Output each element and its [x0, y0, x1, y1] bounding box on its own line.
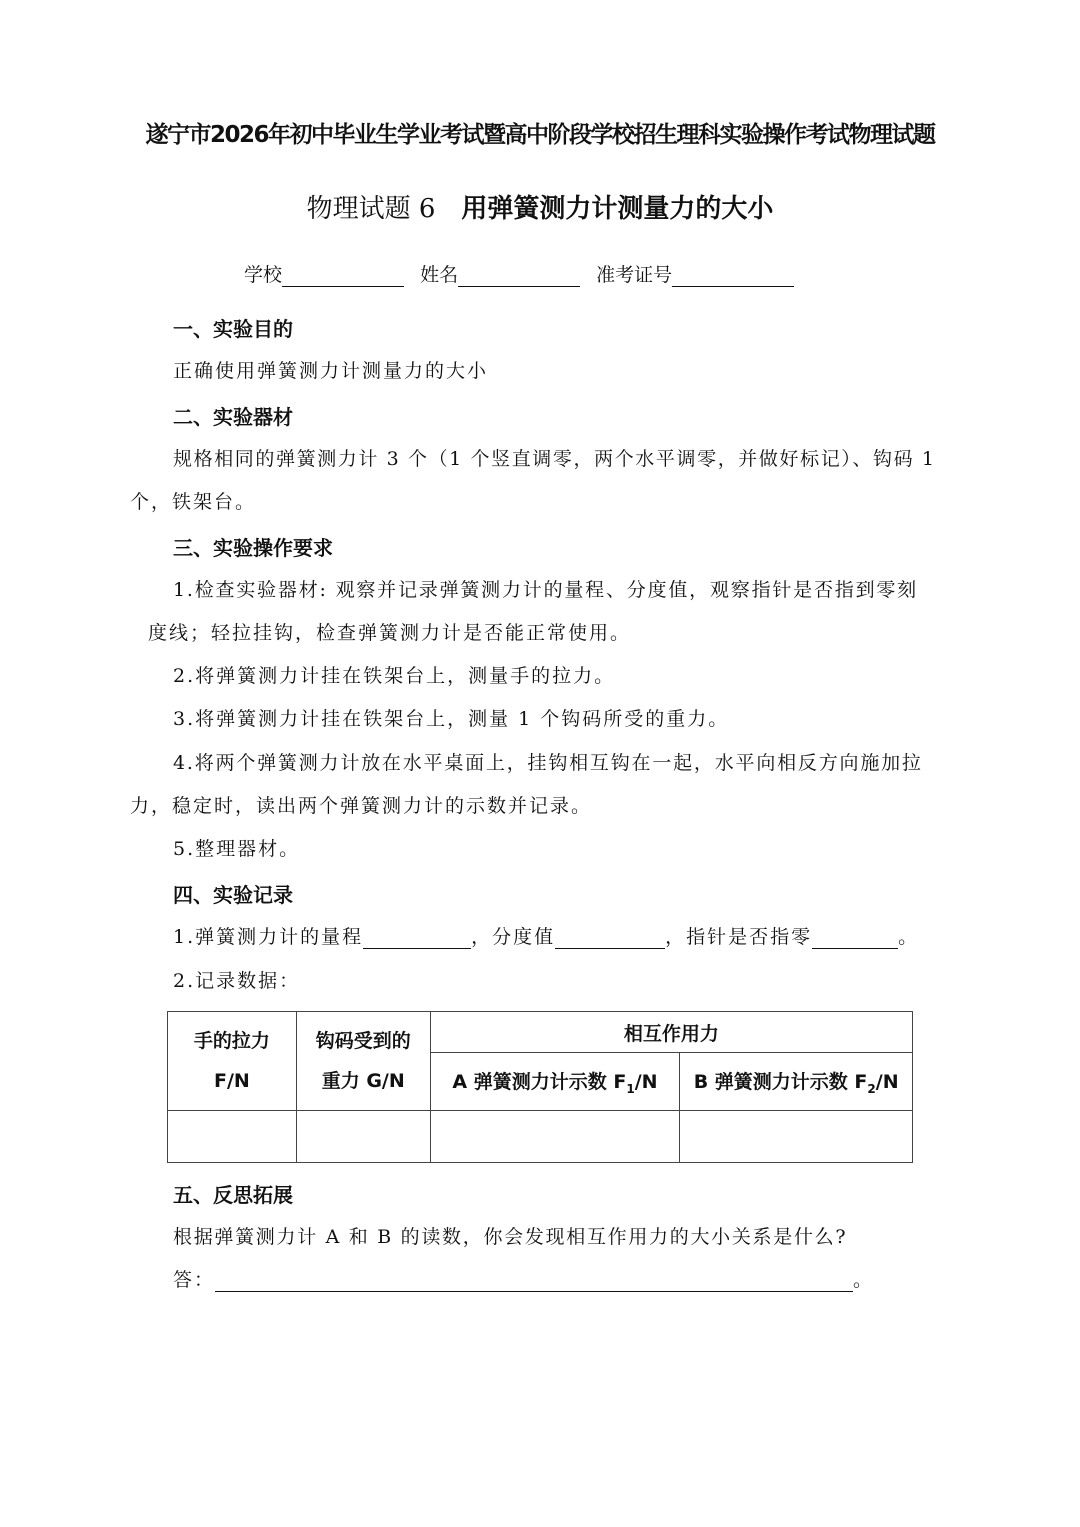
group-header-interaction-force: 相互作用力: [430, 1012, 912, 1053]
sub-title: 用弹簧测力计测量力的大小: [461, 194, 774, 224]
answer-line: [173, 1265, 874, 1292]
col-weight-line-2: 重力 G/N: [321, 1070, 405, 1092]
col-b-reading-label: B 弹簧测力计示数 F: [693, 1071, 868, 1094]
answer-label: 答：: [173, 1269, 216, 1291]
col-b-reading-subscript: 2: [867, 1081, 876, 1096]
name-label: 姓名: [420, 264, 459, 286]
main-title: 遂宁市2026年初中毕业生学业考试暨高中阶段学校招生理科实验操作考试物理试题: [145, 122, 935, 148]
division-blank[interactable]: [555, 926, 665, 949]
col-b-reading-header: [680, 1053, 913, 1111]
division-label: ，分度值: [471, 926, 556, 948]
col-hand-force-line-1: 手的拉力: [193, 1030, 270, 1052]
answer-end: 。: [853, 1269, 875, 1291]
section-heading-requirements: 三、实验操作要求: [173, 536, 333, 560]
col-a-reading-unit: /N: [634, 1071, 658, 1094]
table-row: [168, 1111, 913, 1163]
exam-id-field[interactable]: [672, 264, 794, 287]
sub-title-number: 物理试题 6: [306, 194, 436, 224]
b-reading-cell[interactable]: [680, 1111, 913, 1163]
zero-check-blank[interactable]: [812, 926, 898, 949]
requirement-item-1-line-2: 度线；轻拉挂钩，检查弹簧测力计是否能正常使用。: [148, 622, 632, 644]
reflection-question: 根据弹簧测力计 A 和 B 的读数，你会发现相互作用力的大小关系是什么?: [173, 1226, 848, 1248]
col-weight-line-1: 钩码受到的: [315, 1030, 411, 1052]
requirement-item-3: 3.将弹簧测力计挂在铁架台上，测量 1 个钩码所受的重力。: [173, 708, 730, 730]
candidate-info: [244, 260, 804, 287]
requirement-item-4-line-1: 4.将两个弹簧测力计放在水平桌面上，挂钩相互钩在一起，水平向相反方向施加拉: [173, 752, 923, 774]
record-line-1-end: 。: [898, 926, 920, 948]
purpose-text: 正确使用弹簧测力计测量力的大小: [173, 360, 489, 382]
record-line-1: [173, 922, 919, 949]
col-hand-force-header: [168, 1012, 297, 1111]
requirement-item-5: 5.整理器材。: [173, 838, 301, 860]
exam-id-label: 准考证号: [596, 264, 673, 286]
weight-cell[interactable]: [296, 1111, 430, 1163]
requirement-item-2: 2.将弹簧测力计挂在铁架台上，测量手的拉力。: [173, 665, 616, 687]
col-b-reading-unit: /N: [875, 1071, 899, 1094]
requirement-item-1-line-1: 1.检查实验器材: 观察并记录弹簧测力计的量程、分度值，观察指针是否指到零刻: [173, 579, 918, 601]
range-blank[interactable]: [363, 926, 471, 949]
col-a-reading-header: [430, 1053, 680, 1111]
equipment-line-2: 个，铁架台。: [130, 491, 257, 513]
equipment-line-1: 规格相同的弹簧测力计 3 个（1 个竖直调零，两个水平调零，并做好标记）、钩码 1: [173, 448, 936, 470]
range-label: 1.弹簧测力计的量程: [173, 926, 364, 948]
a-reading-cell[interactable]: [430, 1111, 680, 1163]
school-field[interactable]: [282, 264, 404, 287]
col-a-reading-subscript: 1: [626, 1081, 635, 1096]
col-weight-header: [296, 1012, 430, 1111]
record-line-2: 2.记录数据：: [173, 970, 301, 992]
answer-blank[interactable]: [215, 1269, 853, 1292]
section-heading-reflection: 五、反思拓展: [173, 1183, 293, 1207]
school-label: 学校: [244, 264, 283, 286]
name-field[interactable]: [458, 264, 580, 287]
requirement-item-4-line-2: 力，稳定时，读出两个弹簧测力计的示数并记录。: [130, 795, 593, 817]
hand-force-cell[interactable]: [168, 1111, 297, 1163]
data-table: [167, 1011, 913, 1163]
section-heading-purpose: 一、实验目的: [173, 317, 293, 341]
col-hand-force-line-2: F/N: [214, 1070, 250, 1092]
section-heading-equipment: 二、实验器材: [173, 405, 293, 429]
section-heading-record: 四、实验记录: [173, 883, 293, 907]
sub-title-line: [0, 188, 1080, 225]
col-a-reading-label: A 弹簧测力计示数 F: [452, 1071, 627, 1094]
zero-check-label: ，指针是否指零: [665, 926, 813, 948]
